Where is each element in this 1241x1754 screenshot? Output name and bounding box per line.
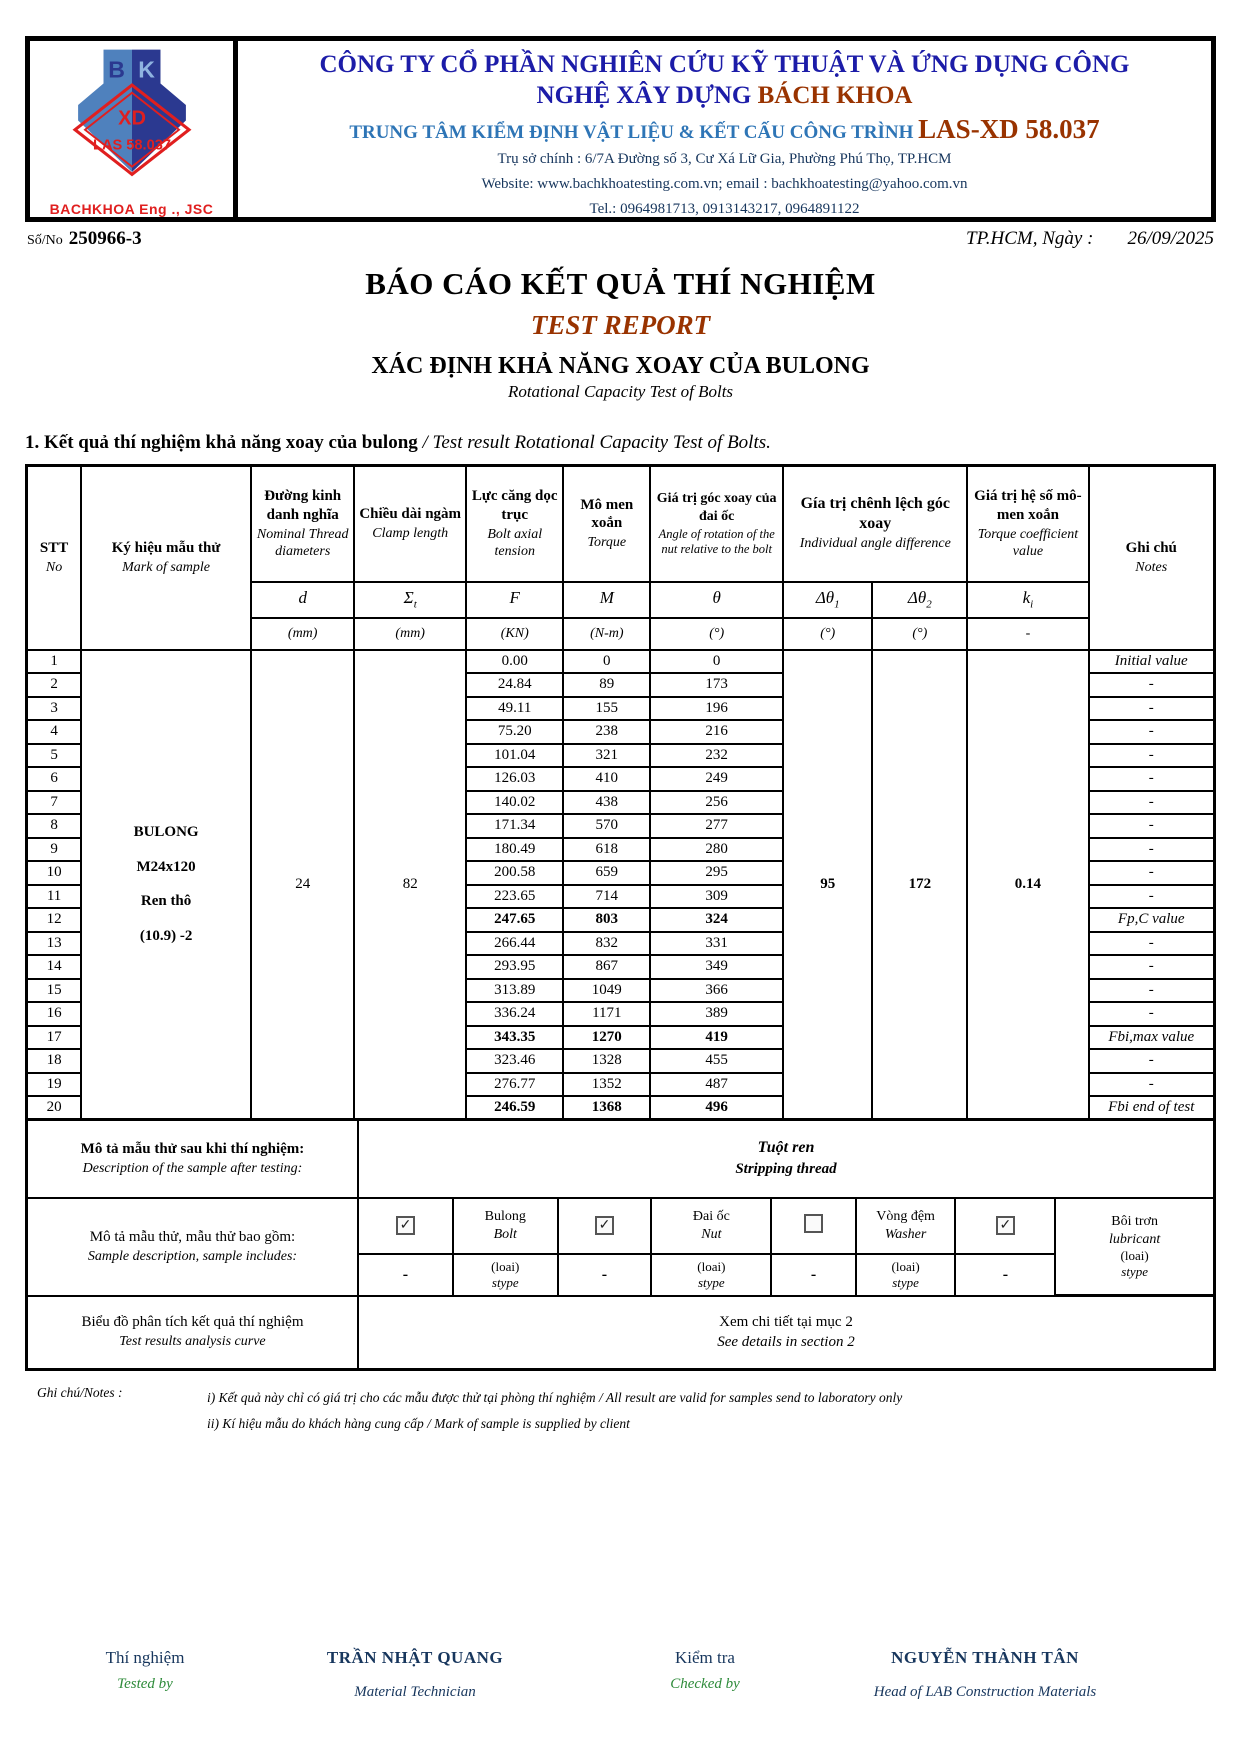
las-code: LAS-XD 58.037 xyxy=(918,113,1100,144)
symbol-m: M xyxy=(563,582,650,618)
symbol-dtheta2: $\Delta\theta_2$ xyxy=(872,582,967,618)
nut-checkbox-cell xyxy=(558,1198,652,1254)
signature-block xyxy=(25,1648,1216,1701)
tester-name: TRẦN NHẬT QUANG xyxy=(326,1648,504,1668)
bolt-tension-cell: 180.49 xyxy=(466,838,563,862)
after-test-value: Tuột ren Stripping thread xyxy=(358,1120,1215,1198)
company-logo xyxy=(30,41,238,217)
nut-type-dash: - xyxy=(558,1254,652,1296)
washer-type-cell: (loai) stype xyxy=(856,1254,956,1296)
note-cell: - xyxy=(1089,720,1215,744)
symbol-theta: θ xyxy=(650,582,783,618)
row-number-cell: 8 xyxy=(27,814,82,838)
unit-m: (N-m) xyxy=(563,618,650,650)
sample-mark-cell xyxy=(81,650,251,1120)
row-number-cell: 18 xyxy=(27,1049,82,1073)
angle-cell: 249 xyxy=(650,767,783,791)
torque-cell: 89 xyxy=(563,673,650,697)
checker-block xyxy=(820,1648,1150,1701)
angle-cell: 389 xyxy=(650,1002,783,1026)
col-header-ki: Giá trị hệ số mô-men xoắn Torque coefficient value xyxy=(967,466,1088,582)
angle-cell: 419 xyxy=(650,1026,783,1050)
after-test-row xyxy=(27,1120,1215,1198)
col-header-notes: Ghi chú Notes xyxy=(1089,466,1215,650)
svg-text:LAS 58.037: LAS 58.037 xyxy=(92,137,171,154)
footnote-2: ii) Kí hiệu mẫu do khách hàng cung cấp / Mark of sample is supplied by client xyxy=(207,1415,630,1431)
unit-theta: (°) xyxy=(650,618,783,650)
address-line: Trụ sở chính : 6/7A Đường số 3, Cư Xá Lữ Gia, Phường Phú Thọ, TP.HCM xyxy=(497,150,952,167)
note-cell: - xyxy=(1089,1002,1215,1026)
torque-cell: 1328 xyxy=(563,1049,650,1073)
angle-cell: 366 xyxy=(650,979,783,1003)
col-header-mark: Ký hiệu mẫu thử Mark of sample xyxy=(81,466,251,650)
footnotes-prefix: Ghi chú/Notes : xyxy=(37,1385,123,1400)
note-cell: Fbi,max value xyxy=(1089,1026,1215,1050)
lubricant-type-dash: - xyxy=(955,1254,1055,1296)
bolt-tension-cell: 247.65 xyxy=(466,908,563,932)
torque-cell: 714 xyxy=(563,885,650,909)
torque-cell: 867 xyxy=(563,955,650,979)
note-cell: - xyxy=(1089,767,1215,791)
bolt-tension-cell: 266.44 xyxy=(466,932,563,956)
col-header-diameter: Đường kinh danh nghĩa Nominal Thread diameters xyxy=(251,466,354,582)
row-number-cell: 17 xyxy=(27,1026,82,1050)
footnote-1: i) Kết quả này chỉ có giá trị cho các mẫu được thử tại phòng thí nghiệm / All result are valid for samples send to laboratory only xyxy=(207,1390,903,1405)
washer-checkbox xyxy=(804,1214,823,1233)
angle-cell: 331 xyxy=(650,932,783,956)
unit-d: (mm) xyxy=(251,618,354,650)
tester-role: Material Technician xyxy=(354,1684,476,1701)
col-header-angle-diff: Gía trị chênh lệch góc xoay Individual angle difference xyxy=(783,466,967,582)
company-header xyxy=(25,36,1216,222)
note-cell: Initial value xyxy=(1089,650,1215,674)
row-number-cell: 2 xyxy=(27,673,82,697)
note-cell: - xyxy=(1089,673,1215,697)
nut-name-cell: Đai ốc Nut xyxy=(651,1198,771,1254)
results-table xyxy=(25,464,1216,1121)
report-number-label: Số/No xyxy=(27,233,63,248)
angle-cell: 216 xyxy=(650,720,783,744)
symbol-ki: $k_i$ xyxy=(967,582,1088,618)
symbol-f: F xyxy=(466,582,563,618)
angle-cell: 280 xyxy=(650,838,783,862)
row-number-cell: 3 xyxy=(27,697,82,721)
nut-type-cell: (loai) stype xyxy=(651,1254,771,1296)
torque-cell: 832 xyxy=(563,932,650,956)
torque-cell: 1368 xyxy=(563,1096,650,1120)
footnotes xyxy=(25,1385,1216,1436)
sample-mark-line: (10.9) -2 xyxy=(139,927,193,944)
washer-name-cell: Vòng đệm Washer xyxy=(856,1198,956,1254)
bolt-tension-cell: 200.58 xyxy=(466,861,563,885)
svg-text:K: K xyxy=(137,56,155,83)
company-name-line1: CÔNG TY CỔ PHẦN NGHIÊN CỨU KỸ THUẬT VÀ ỨNG DỤNG CÔNG xyxy=(319,51,1130,78)
bolt-tension-cell: 276.77 xyxy=(466,1073,563,1097)
note-cell: - xyxy=(1089,979,1215,1003)
row-number-cell: 4 xyxy=(27,720,82,744)
lubricant-checkbox: ✓ xyxy=(996,1216,1015,1235)
row-number-cell: 12 xyxy=(27,908,82,932)
row-number-cell: 1 xyxy=(27,650,82,674)
washer-checkbox-cell xyxy=(771,1198,855,1254)
unit-clamp: (mm) xyxy=(354,618,466,650)
bolt-checkbox-cell xyxy=(358,1198,453,1254)
section1-heading: 1. Kết quả thí nghiệm khả năng xoay của bulong / Test result Rotational Capacity Test of Bolts. xyxy=(25,432,771,453)
bolt-name-cell: Bulong Bolt xyxy=(453,1198,558,1254)
report-date-value: 26/09/2025 xyxy=(1127,228,1214,249)
logo-company-short: BACHKHOA Eng ., JSC xyxy=(49,201,214,217)
svg-text:B: B xyxy=(107,56,125,83)
row-number-cell: 10 xyxy=(27,861,82,885)
lubricant-checkbox-cell xyxy=(955,1198,1055,1254)
checked-by-block: Kiểm tra Checked by xyxy=(670,1648,740,1693)
bolt-type-dash: - xyxy=(358,1254,453,1296)
angle-cell: 173 xyxy=(650,673,783,697)
row-number-cell: 19 xyxy=(27,1073,82,1097)
angle-cell: 324 xyxy=(650,908,783,932)
bolt-tension-cell: 49.11 xyxy=(466,697,563,721)
bolt-tension-cell: 75.20 xyxy=(466,720,563,744)
unit-f: (KN) xyxy=(466,618,563,650)
torque-cell: 803 xyxy=(563,908,650,932)
note-cell: - xyxy=(1089,791,1215,815)
symbol-clamp: $\Sigma_t$ xyxy=(354,582,466,618)
unit-ki: - xyxy=(967,618,1088,650)
report-title-vi: BÁO CÁO KẾT QUẢ THÍ NGHIỆM xyxy=(365,266,876,301)
bolt-tension-cell: 246.59 xyxy=(466,1096,563,1120)
checker-name: NGUYỄN THÀNH TÂN xyxy=(891,1648,1079,1668)
angle-cell: 295 xyxy=(650,861,783,885)
bolt-type-cell: (loai) stype xyxy=(453,1254,558,1296)
torque-cell: 155 xyxy=(563,697,650,721)
torque-cell: 618 xyxy=(563,838,650,862)
torque-cell: 410 xyxy=(563,767,650,791)
sample-mark-line: Ren thô xyxy=(140,893,192,910)
test-name-en: Rotational Capacity Test of Bolts xyxy=(507,382,734,401)
note-cell: - xyxy=(1089,838,1215,862)
tested-by-block: Thí nghiệm Tested by xyxy=(105,1648,185,1693)
angle-cell: 349 xyxy=(650,955,783,979)
note-cell: - xyxy=(1089,744,1215,768)
symbol-dtheta1: $\Delta\theta_1$ xyxy=(783,582,872,618)
torque-cell: 1049 xyxy=(563,979,650,1003)
clamp-length-cell: 82 xyxy=(354,650,466,1120)
angle-cell: 309 xyxy=(650,885,783,909)
bolt-tension-cell: 323.46 xyxy=(466,1049,563,1073)
report-number xyxy=(27,228,142,250)
bolt-tension-cell: 101.04 xyxy=(466,744,563,768)
bk-logo-icon xyxy=(53,45,211,199)
checker-role: Head of LAB Construction Materials xyxy=(873,1684,1097,1701)
unit-dtheta1: (°) xyxy=(783,618,872,650)
torque-cell: 659 xyxy=(563,861,650,885)
torque-cell: 1270 xyxy=(563,1026,650,1050)
table-row xyxy=(27,650,1215,674)
center-name: TRUNG TÂM KIỂM ĐỊNH VẬT LIỆU & KẾT CẤU CÔNG TRÌNH LAS-XD 58.037 xyxy=(349,113,1100,144)
row-number-cell: 9 xyxy=(27,838,82,862)
row-number-cell: 15 xyxy=(27,979,82,1003)
sample-includes-label: Mô tả mẫu thử, mẫu thử bao gồm: Sample description, sample includes: xyxy=(27,1198,358,1296)
company-name-line2: NGHỆ XÂY DỰNG BÁCH KHOA xyxy=(536,82,913,110)
note-cell: - xyxy=(1089,814,1215,838)
angle-cell: 487 xyxy=(650,1073,783,1097)
torque-cell: 1171 xyxy=(563,1002,650,1026)
report-meta xyxy=(25,228,1216,250)
ki-cell: 0.14 xyxy=(967,650,1088,1120)
unit-dtheta2: (°) xyxy=(872,618,967,650)
angle-cell: 496 xyxy=(650,1096,783,1120)
note-cell: - xyxy=(1089,1049,1215,1073)
report-place-label: TP.HCM, Ngày : xyxy=(966,228,1094,249)
sample-mark-line: M24x120 xyxy=(136,858,196,875)
analysis-curve-value: Xem chi tiết tại mục 2 See details in section 2 xyxy=(358,1296,1215,1370)
row-number-cell: 14 xyxy=(27,955,82,979)
bolt-tension-cell: 171.34 xyxy=(466,814,563,838)
washer-type-dash: - xyxy=(771,1254,855,1296)
lubricant-name-cell: Bôi trơn lubricant (loai) stype xyxy=(1055,1198,1214,1296)
phone-line: Tel.: 0964981713, 0913143217, 0964891122 xyxy=(589,200,860,217)
torque-cell: 438 xyxy=(563,791,650,815)
row-number-cell: 11 xyxy=(27,885,82,909)
angle-cell: 0 xyxy=(650,650,783,674)
bolt-tension-cell: 343.35 xyxy=(466,1026,563,1050)
col-header-torque: Mô men xoắn Torque xyxy=(563,466,650,582)
col-header-stt: STT No xyxy=(27,466,82,650)
col-header-tension: Lực căng dọc trục Bolt axial tension xyxy=(466,466,563,582)
nut-checkbox: ✓ xyxy=(595,1216,614,1235)
bolt-tension-cell: 24.84 xyxy=(466,673,563,697)
tester-block xyxy=(240,1648,590,1701)
dtheta1-cell: 95 xyxy=(783,650,872,1120)
note-cell: - xyxy=(1089,932,1215,956)
sample-mark-line: BULONG xyxy=(133,824,199,841)
bolt-tension-cell: 223.65 xyxy=(466,885,563,909)
analysis-curve-label: Biểu đồ phân tích kết quả thí nghiệm Test results analysis curve xyxy=(27,1296,358,1370)
website-line: Website: www.bachkhoatesting.com.vn; email : bachkhoatesting@yahoo.com.vn xyxy=(481,175,968,192)
bolt-tension-cell: 126.03 xyxy=(466,767,563,791)
report-date xyxy=(966,228,1214,250)
row-number-cell: 20 xyxy=(27,1096,82,1120)
row-number-cell: 6 xyxy=(27,767,82,791)
angle-cell: 196 xyxy=(650,697,783,721)
col-header-angle: Giá trị góc xoay của đai ốc Angle of rotation of the nut relative to the bolt xyxy=(650,466,783,582)
analysis-curve-row xyxy=(27,1296,1215,1370)
test-name-vi: XÁC ĐỊNH KHẢ NĂNG XOAY CỦA BULONG xyxy=(371,353,870,379)
angle-cell: 277 xyxy=(650,814,783,838)
note-cell: - xyxy=(1089,861,1215,885)
note-cell: - xyxy=(1089,697,1215,721)
note-cell: - xyxy=(1089,1073,1215,1097)
note-cell: Fbi end of test xyxy=(1089,1096,1215,1120)
row-number-cell: 5 xyxy=(27,744,82,768)
bolt-tension-cell: 336.24 xyxy=(466,1002,563,1026)
row-number-cell: 13 xyxy=(27,932,82,956)
diameter-cell: 24 xyxy=(251,650,354,1120)
sample-includes-row xyxy=(27,1198,1215,1254)
bolt-checkbox: ✓ xyxy=(396,1216,415,1235)
torque-cell: 1352 xyxy=(563,1073,650,1097)
symbol-d: d xyxy=(251,582,354,618)
summary-table xyxy=(25,1118,1216,1371)
row-number-cell: 16 xyxy=(27,1002,82,1026)
brand-name: BÁCH KHOA xyxy=(757,82,913,110)
report-number-value: 250966-3 xyxy=(68,228,142,249)
bolt-tension-cell: 293.95 xyxy=(466,955,563,979)
angle-cell: 455 xyxy=(650,1049,783,1073)
bolt-tension-cell: 0.00 xyxy=(466,650,563,674)
torque-cell: 0 xyxy=(563,650,650,674)
dtheta2-cell: 172 xyxy=(872,650,967,1120)
angle-cell: 232 xyxy=(650,744,783,768)
col-header-clamp: Chiều dài ngàm Clamp length xyxy=(354,466,466,582)
note-cell: - xyxy=(1089,885,1215,909)
after-test-label: Mô tả mẫu thử sau khi thí nghiệm: Description of the sample after testing: xyxy=(27,1120,358,1198)
note-cell: Fp,C value xyxy=(1089,908,1215,932)
bolt-tension-cell: 140.02 xyxy=(466,791,563,815)
bolt-tension-cell: 313.89 xyxy=(466,979,563,1003)
svg-text:XD: XD xyxy=(117,107,146,130)
torque-cell: 321 xyxy=(563,744,650,768)
angle-cell: 256 xyxy=(650,791,783,815)
company-header-text xyxy=(238,41,1211,217)
row-number-cell: 7 xyxy=(27,791,82,815)
note-cell: - xyxy=(1089,955,1215,979)
torque-cell: 238 xyxy=(563,720,650,744)
torque-cell: 570 xyxy=(563,814,650,838)
report-title-en: TEST REPORT xyxy=(530,310,711,340)
